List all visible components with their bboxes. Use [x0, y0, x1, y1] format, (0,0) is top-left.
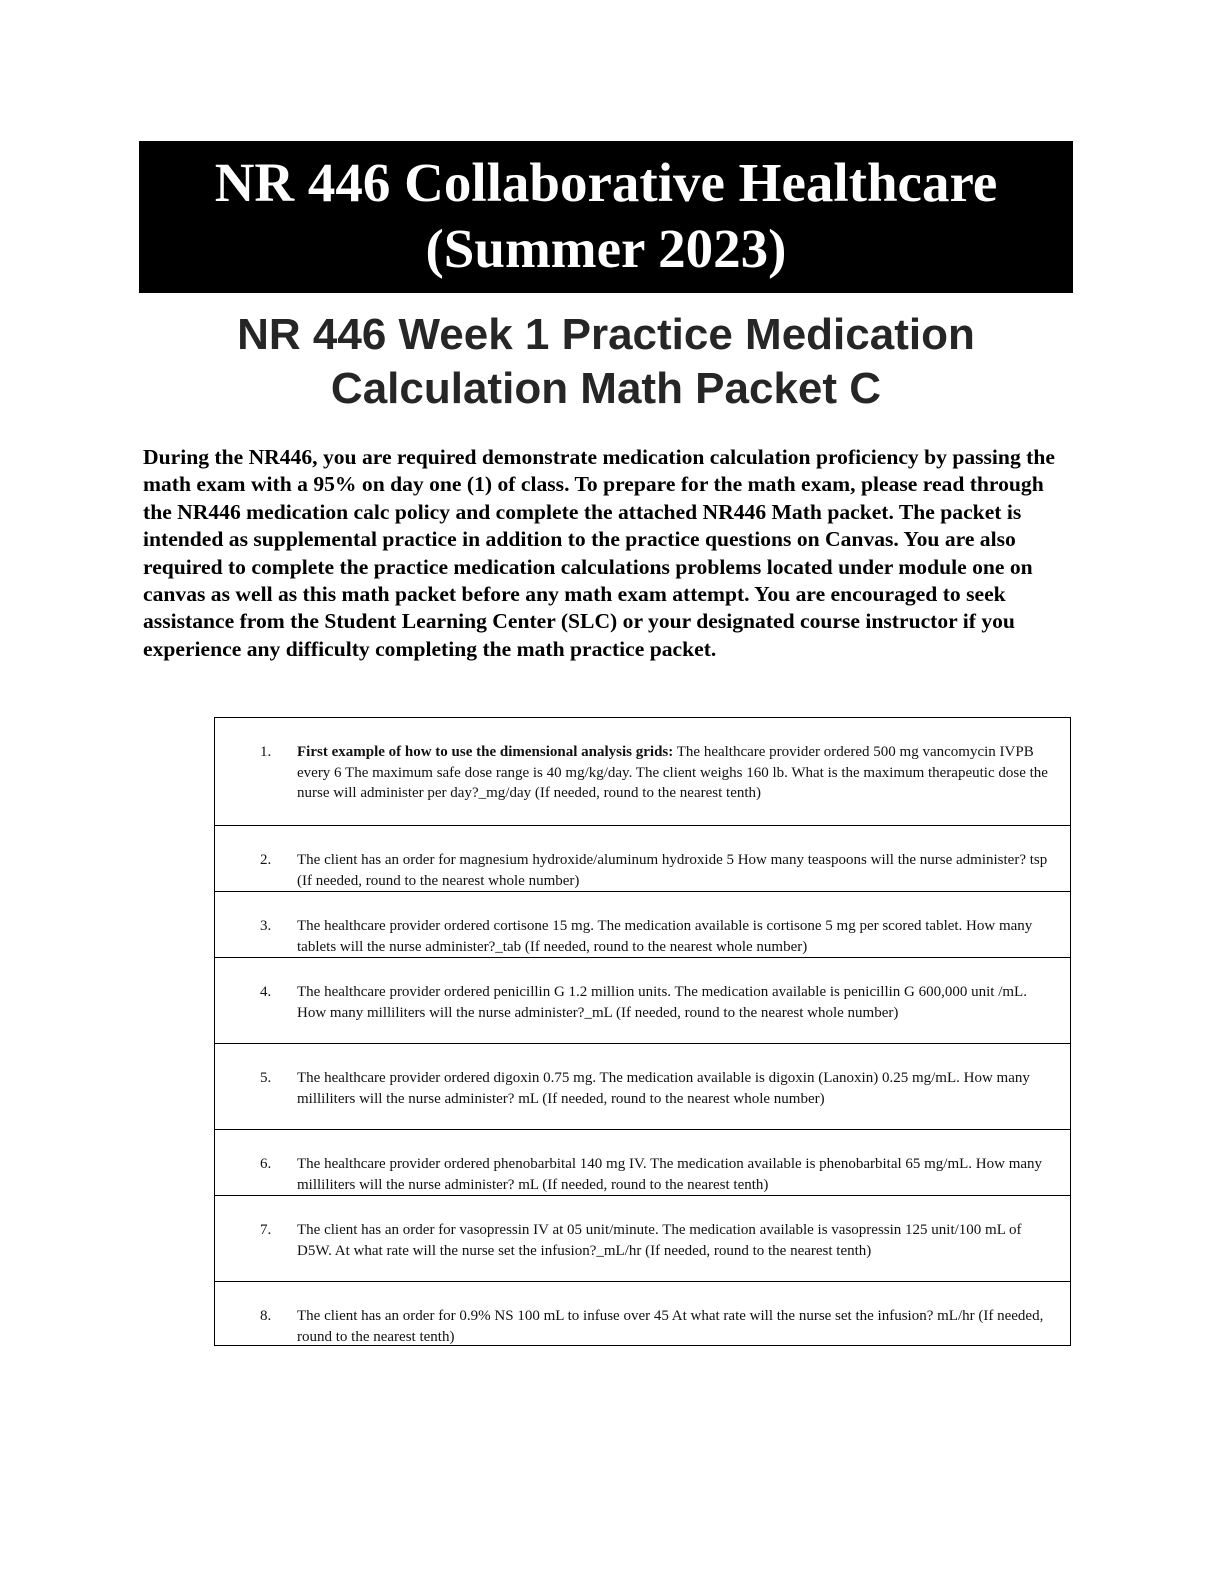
question-text: The healthcare provider ordered cortisone 15 mg. The medication available is cortisone 5 mg per scored tablet. How many tablets will the nurse administer?_tab (If needed, round to the nearest whole number): [297, 918, 1033, 955]
question-number: 7.: [260, 1222, 272, 1238]
question-row: [215, 1195, 1070, 1281]
question-number: 1.: [260, 744, 272, 760]
question-row: [215, 1129, 1070, 1195]
intro-paragraph: During the NR446, you are required demonstrate medication calculation proficiency by passing the math exam with a 95% on day one (1) of class. To prepare for the math exam, please read through the NR446 medication calc policy and complete the attached NR446 Math packet. The packet is intended as supplemental practice in addition to the practice questions on Canvas. You are also required to complete the practice medication calculations problems located under module one on canvas as well as this math packet before any math exam attempt. You are encouraged to seek assistance from the Student Learning Center (SLC) or your designated course instructor if you experience any difficulty completing the math practice packet.: [143, 445, 1055, 661]
question-body: The healthcare provider ordered 500 mg vancomycin IVPB every 6 The maximum safe dose range is 40 mg/kg/day. The client weighs 160 lb. What is the maximum therapeutic dose the nurse will administer per day?_mg/day (If needed, round to the nearest tenth): [297, 744, 1048, 801]
question-text: [297, 742, 1056, 824]
question-text: The healthcare provider ordered penicillin G 1.2 million units. The medication available is penicillin G 600,000 unit /mL. How many milliliters will the nurse administer?_mL (If needed, round to the nearest whole number): [297, 984, 1027, 1021]
question-row: [215, 718, 1070, 825]
course-title-line1: NR 446 Collaborative Healthcare: [214, 152, 998, 213]
question-row: [215, 891, 1070, 957]
question-row: [215, 1043, 1070, 1129]
question-row: [215, 1281, 1070, 1345]
course-title-line2: (Summer 2023): [425, 218, 787, 279]
question-number: 6.: [260, 1156, 272, 1172]
question-number: 4.: [260, 984, 272, 1000]
question-lead: First example of how to use the dimensional analysis grids:: [297, 744, 674, 760]
question-text: The client has an order for 0.9% NS 100 mL to infuse over 45 At what rate will the nurse set the infusion? mL/hr (If needed, round to the nearest tenth): [297, 1308, 1044, 1345]
question-number: 3.: [260, 918, 272, 934]
packet-title-line1: NR 446 Week 1 Practice Medication: [237, 310, 975, 359]
question-number: 8.: [260, 1308, 272, 1324]
question-number: 2.: [260, 852, 272, 868]
course-title-banner: [139, 141, 1073, 293]
question-text: The healthcare provider ordered phenobarbital 140 mg IV. The medication available is phenobarbital 65 mg/mL. How many milliliters will the nurse administer? mL (If needed, round to the nearest tenth): [297, 1156, 1043, 1193]
packet-title: [139, 308, 1073, 416]
question-text: The client has an order for magnesium hydroxide/aluminum hydroxide 5 How many teaspoons will the nurse administer? tsp (If needed, round to the nearest whole number): [297, 852, 1048, 889]
question-text: The healthcare provider ordered digoxin 0.75 mg. The medication available is digoxin (Lanoxin) 0.25 mg/mL. How many milliliters will the nurse administer? mL (If needed, round to the nearest whole number): [297, 1070, 1030, 1107]
question-row: [215, 957, 1070, 1043]
question-number: 5.: [260, 1070, 272, 1086]
question-row: [215, 825, 1070, 891]
questions-table: [214, 717, 1071, 1346]
packet-title-line2: Calculation Math Packet C: [330, 364, 882, 413]
question-text: The client has an order for vasopressin IV at 05 unit/minute. The medication available is vasopressin 125 unit/100 mL of D5W. At what rate will the nurse set the infusion?_mL/hr (If needed, round to the nearest tenth): [297, 1222, 1022, 1259]
